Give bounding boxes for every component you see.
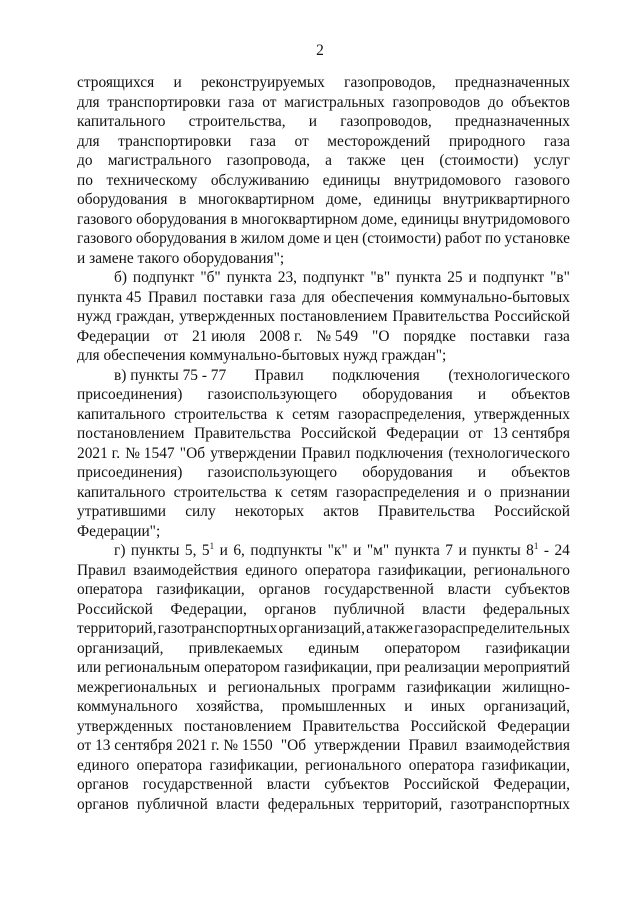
word: "Об [280,737,307,754]
word: в [179,191,187,208]
word: публичной [136,795,208,813]
word: от [163,327,178,345]
word: к [275,405,284,423]
word: также [374,620,413,637]
word: газораспределения [335,483,460,501]
word: Федерации [497,717,570,735]
word: территорий, [77,620,157,637]
word: иных [430,698,466,715]
word: региональных [227,678,321,696]
word: газоиспользующего [207,386,338,403]
word: внутриквартирного [442,191,570,208]
word: сетям [290,483,328,501]
word: подпункт [482,269,545,286]
word: газопроводов [392,93,481,111]
word: и [404,698,413,715]
word: присоединения) [77,386,183,403]
text-line [77,483,570,503]
word: газового [77,230,133,247]
text-line [77,151,570,171]
word: Правительства [392,308,490,325]
word: государственной [142,776,253,793]
word: транспортировки [118,132,232,150]
word: Российской [403,776,480,793]
word: для [302,288,325,306]
word: оборудования [362,464,453,481]
word: строящихся [77,74,155,91]
word: Российской [410,717,487,735]
word: замене [89,249,134,267]
word: некоторых [234,503,305,520]
word: публичной [333,600,405,618]
word: и [308,113,318,130]
word: и [208,678,217,696]
word: объектов [511,386,570,403]
word: и [477,464,487,481]
word: реконструируемых [200,74,325,91]
word: в) пункты 75 - 77 [114,366,227,384]
word: капитального [77,113,166,130]
word: газораспределительных [414,620,570,637]
word: многоквартирном [241,210,358,228]
text-line [77,736,570,756]
word: обслуживанию [210,171,310,189]
word: реализации [404,659,480,676]
word: органов [77,776,129,793]
word: организаций, [77,639,164,657]
word: также [347,152,386,169]
word: транспортировки [107,93,221,111]
word: Федерации, [170,600,247,618]
word: предназначенных [454,113,570,130]
word: единого [245,561,298,579]
word: подпункты [250,542,323,559]
word: Российской [77,600,153,618]
text-line [77,288,570,308]
word: Правил [77,561,126,579]
word: утвержденных [179,308,276,325]
word: оборудования [362,386,453,403]
word: (технологического [448,366,570,384]
word: утверждении [210,444,297,462]
word: газопроводов, [340,113,432,130]
word: услуг [533,152,570,169]
word: газоиспользующего [207,464,338,481]
word: 13 сентября [492,425,570,442]
word: оборудования [135,230,227,247]
word: единицы [401,210,459,228]
word: газа [228,93,255,111]
word: и [353,542,362,559]
text-line [77,444,570,464]
word: федеральных [483,600,570,618]
word: субъектов [504,581,570,598]
text-line [77,268,570,288]
word: и [77,249,86,267]
word: газа [269,288,296,306]
word: привлекаемых [188,639,284,657]
word: подключения [355,444,444,462]
word: $5^1$ [201,541,215,559]
word: магистральных [284,93,385,111]
word: Российской [494,503,570,520]
word: федеральных [267,795,355,813]
text-line [77,717,570,737]
text-line [77,561,570,581]
word: для [77,93,100,111]
word: пункты [472,542,521,559]
document-body [77,73,570,814]
word: межрегиональных [77,678,198,696]
text-line [77,697,570,717]
word: газификации, [481,756,570,774]
word: месторождений [327,132,431,150]
word: пункта 45 [77,288,142,306]
word: промышленных [281,698,386,715]
word: к [274,483,283,501]
text-line [77,795,570,815]
word: "О [372,327,390,345]
word: Федерации [77,327,150,345]
word: оператора [408,756,475,774]
word: власти [266,776,311,793]
word: объектов [511,464,570,481]
text-line [77,385,570,405]
word: "в" [370,269,391,286]
word: предназначенных [454,74,570,91]
word: "м" [366,542,390,559]
word: 23, [277,269,297,286]
word: Правил [254,366,304,384]
word: взаимодействия [465,737,570,754]
word: - [543,542,549,559]
word: Правительства [302,717,400,735]
word: по [77,171,93,189]
text-line [77,346,570,366]
text-line [77,229,570,249]
word: а [366,620,374,637]
word: оператора [77,581,143,598]
word: поставки [203,288,264,306]
word: "в" [550,269,570,286]
word: подпункт [132,269,195,286]
word: газификации, [378,561,467,579]
word: доме, [326,191,362,208]
word: капитального [77,483,166,501]
word: техническому [106,171,198,189]
word: региональным [105,659,201,676]
word: жилищно- [502,678,570,696]
word: единого [77,756,130,774]
word: работ [444,230,482,247]
text-line [77,502,570,522]
word: г) [114,542,126,559]
word: и [458,542,467,559]
word: б) [114,269,127,286]
word: взаимодействия [133,561,238,579]
text-line [77,600,570,620]
word: Правительства [378,503,475,520]
word: постановлением [280,308,388,325]
word: 2008 г. [259,327,303,345]
word: присоединения) [77,464,183,481]
word: Федерации [386,425,459,442]
word: и [173,74,182,91]
text-line [77,171,570,191]
word: от [294,132,309,150]
word: и [467,483,476,501]
word: до [77,152,93,169]
word: № 549 [316,327,359,345]
word: территорий, [362,795,443,813]
word: организаций, [278,620,365,637]
text-line [77,112,570,132]
word: сетям [292,405,330,423]
word: субъектов [324,776,390,793]
word: оператора [136,756,203,774]
word: газопроводов, [344,74,436,91]
word: оператора [304,561,371,579]
word: $8^1$ [526,541,539,559]
text-line [77,210,570,230]
word: для [77,132,100,150]
word: в [229,230,238,247]
text-line [77,366,570,386]
word: обеспечения [103,347,186,364]
text-line [77,775,570,795]
word: по [485,230,501,247]
word: Федерации"; [77,522,161,540]
word: природного [448,132,526,150]
word: цен [400,152,425,169]
word: многоквартирном [198,191,315,208]
text-line [77,463,570,483]
word: такого [137,249,180,267]
word: установке [504,230,570,247]
word: пункта [226,269,272,286]
word: доме [288,230,320,247]
word: газораспределения, [338,405,466,423]
word: Правил [147,288,197,306]
word: регионального [305,756,402,774]
text-line [77,541,570,561]
word: от [262,93,277,111]
text-line [77,678,570,698]
word: государственной [324,581,434,598]
word: коммунального [77,698,178,715]
text-line [77,580,570,600]
word: граждан, [116,308,175,325]
word: для [77,347,100,364]
word: подключения [332,366,420,384]
word: силу [185,503,216,520]
word: газа [249,132,276,150]
word: утверждении [314,737,401,754]
text-line [77,327,570,347]
word: хозяйства, [195,698,264,715]
word: о [484,483,492,501]
text-line [77,405,570,425]
word: 6, [233,542,245,559]
word: власти [216,795,260,813]
word: цен [335,230,359,247]
word: газификации, [283,659,373,676]
word: и [219,542,228,559]
word: Российской [494,308,570,325]
word: органов [258,581,311,598]
word: единицы [373,191,432,208]
word: "б" [200,269,221,286]
word: внутридомового [393,171,502,189]
word: капитального [77,405,166,423]
word: утвержденных [474,405,570,423]
word: власти [422,600,466,618]
word: 25 [447,269,463,286]
word: газотранспортных [157,620,278,637]
word: "к" [327,542,348,559]
word: оператором [204,659,281,676]
text-line [77,619,570,639]
word: единицы [322,171,381,189]
word: органов [264,600,317,618]
word: объектов [511,93,570,111]
word: внутридомового [462,210,570,228]
word: поставки [469,327,530,345]
word: в [230,210,238,228]
word: регионального [473,561,570,579]
word: постановлением [77,425,185,442]
word: (технологического [448,444,570,462]
word: оборудования"; [183,249,285,267]
word: оборудования [136,210,227,228]
word: газификации [406,678,492,696]
word: № 1547 [125,444,175,462]
word: власти [447,581,492,598]
text-line [77,522,570,542]
word: пункты [130,542,180,559]
word: Правил [301,444,351,462]
word: организаций, [483,698,570,715]
word: газового [514,171,570,189]
word: программ [331,678,396,696]
word: подпункт [302,269,365,286]
word: жилом [240,230,285,247]
word: магистрального [107,152,212,169]
word: коммунально-бытовых [419,288,570,306]
word: строительства [174,405,268,423]
word: оператором [384,639,461,657]
text-line [77,756,570,776]
word: газа [543,132,570,150]
word: признании [499,483,570,501]
word: и [323,230,332,247]
word: актов [323,503,359,520]
word: строительства [173,483,267,501]
word: от 13 сентября 2021 г. № 1550 [77,737,273,754]
word: а [325,152,333,169]
word: газа [543,327,570,345]
text-line [77,658,570,678]
word: пункта [396,269,442,286]
text-line [77,307,570,327]
word: 2021 г. [77,444,121,462]
text-line [77,132,570,152]
word: порядке [403,327,456,345]
word: постановлением [183,717,292,735]
word: газификации [485,639,570,657]
word: (стоимости) [362,230,442,247]
word: мероприятий [483,659,570,676]
word: Российской [300,425,377,442]
word: граждан"; [381,347,447,364]
word: Федерации, [493,776,570,793]
word: "Об [179,444,206,462]
word: нужд [77,308,112,325]
text-line [77,249,570,269]
text-line [77,639,570,659]
word: от [468,425,483,442]
word: утратившими [77,503,167,520]
word: и [468,269,477,286]
text-line [77,190,570,210]
word: доме, [361,210,398,228]
text-line [77,93,570,113]
word: до [487,93,504,111]
word: строительства, [188,113,286,130]
word: газификации, [156,581,245,598]
word: (стоимости) [439,152,519,169]
word: газового [77,210,133,228]
text-line [77,424,570,444]
word: газификации, [209,756,298,774]
word: единым [308,639,360,657]
word: коммунально-бытовых [189,347,340,364]
word: 21 июля [191,327,246,345]
word: обеспечения [331,288,414,306]
word: при [376,659,401,676]
word: 7 [445,542,453,559]
word: нужд [343,347,378,364]
word: и [477,386,487,403]
word: газотранспортных [450,795,570,813]
page-number: 2 [316,42,324,59]
word: Правил [408,737,458,754]
word: Правительства [194,425,291,442]
word: или [77,659,102,676]
word: газопровода, [226,152,310,169]
word: 24 [554,542,570,559]
text-line [77,73,570,93]
word: оборудования [77,191,168,208]
word: 5, [184,542,197,559]
word: пункта [394,542,440,559]
word: утвержденных [77,717,173,735]
word: органов [77,795,129,813]
